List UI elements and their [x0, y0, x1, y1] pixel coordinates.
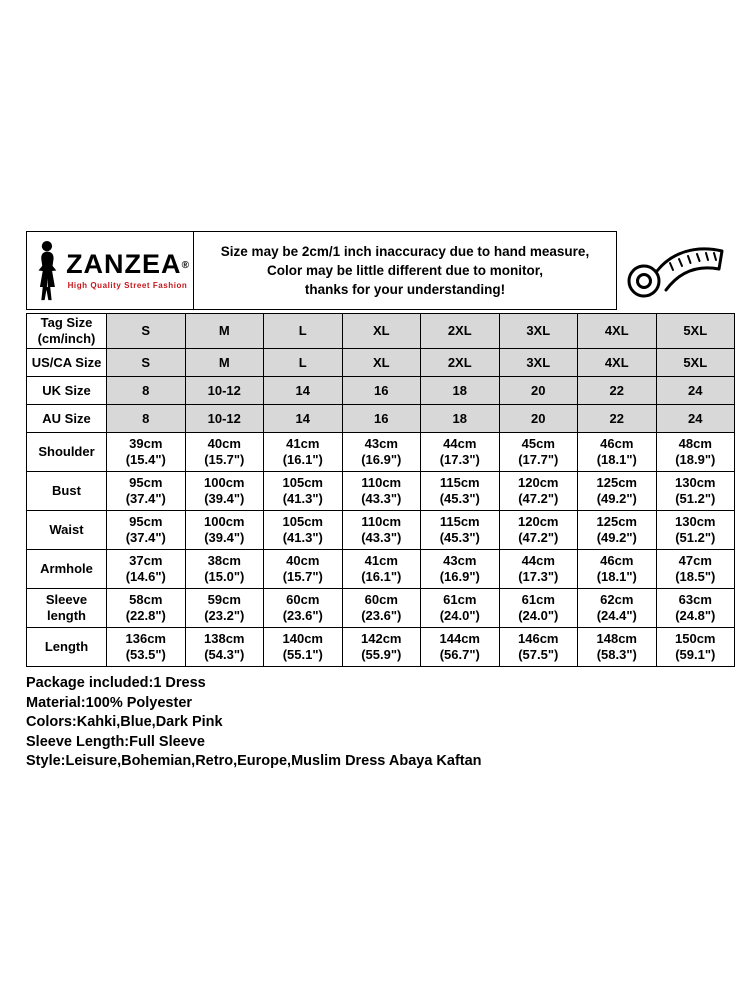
cell-length-col4: 142cm (55.9")	[342, 628, 421, 667]
cell-au-size-col7: 22	[578, 405, 657, 433]
cell-us-ca-size-col3: L	[264, 349, 343, 377]
cell-au-size-col8: 24	[656, 405, 735, 433]
row-label-au-size: AU Size	[27, 405, 107, 433]
cell-armhole-col5: 43cm (16.9")	[421, 550, 500, 589]
cell-tag-size-col6: 3XL	[499, 314, 578, 349]
table-row-us-ca-size	[27, 349, 735, 377]
cell-sleeve-length-col1: 58cm (22.8")	[107, 589, 186, 628]
brand-name: ZANZEA	[66, 249, 182, 279]
cell-bust-col3: 105cm (41.3")	[264, 472, 343, 511]
cell-bust-col2: 100cm (39.4")	[185, 472, 264, 511]
cell-sleeve-length-col7: 62cm (24.4")	[578, 589, 657, 628]
cell-uk-size-col6: 20	[499, 377, 578, 405]
detail-line-5: Style:Leisure,Bohemian,Retro,Europe,Muslim Dress Abaya Kaftan	[26, 753, 482, 769]
product-details	[26, 674, 735, 772]
cell-waist-col4: 110cm (43.3")	[342, 511, 421, 550]
header	[26, 231, 735, 310]
detail-line-1: Package included:1 Dress	[26, 675, 206, 691]
row-label-sleeve-length: Sleeve length	[27, 589, 107, 628]
table-row-waist	[27, 511, 735, 550]
measure-notice	[194, 231, 617, 310]
cell-uk-size-col2: 10-12	[185, 377, 264, 405]
row-label-tag-size: Tag Size (cm/inch)	[27, 314, 107, 349]
cell-shoulder-col4: 43cm (16.9")	[342, 433, 421, 472]
cell-tag-size-col8: 5XL	[656, 314, 735, 349]
cell-length-col7: 148cm (58.3")	[578, 628, 657, 667]
cell-sleeve-length-col2: 59cm (23.2")	[185, 589, 264, 628]
cell-bust-col7: 125cm (49.2")	[578, 472, 657, 511]
cell-au-size-col3: 14	[264, 405, 343, 433]
cell-armhole-col3: 40cm (15.7")	[264, 550, 343, 589]
cell-us-ca-size-col4: XL	[342, 349, 421, 377]
cell-tag-size-col2: M	[185, 314, 264, 349]
cell-length-col1: 136cm (53.5")	[107, 628, 186, 667]
table-row-bust	[27, 472, 735, 511]
detail-line-4: Sleeve Length:Full Sleeve	[26, 733, 205, 750]
cell-us-ca-size-col5: 2XL	[421, 349, 500, 377]
size-chart-content	[26, 231, 735, 772]
measuring-tape-icon	[617, 231, 735, 310]
woman-silhouette-icon	[31, 240, 61, 302]
table-row-shoulder	[27, 433, 735, 472]
detail-line-2: Material:100% Polyester	[26, 694, 193, 711]
brand-text-block	[66, 251, 189, 290]
cell-shoulder-col7: 46cm (18.1")	[578, 433, 657, 472]
cell-us-ca-size-col8: 5XL	[656, 349, 735, 377]
cell-armhole-col7: 46cm (18.1")	[578, 550, 657, 589]
cell-us-ca-size-col2: M	[185, 349, 264, 377]
cell-waist-col2: 100cm (39.4")	[185, 511, 264, 550]
table-row-uk-size	[27, 377, 735, 405]
table-row-length	[27, 628, 735, 667]
table-row-armhole	[27, 550, 735, 589]
cell-length-col5: 144cm (56.7")	[421, 628, 500, 667]
cell-waist-col7: 125cm (49.2")	[578, 511, 657, 550]
cell-tag-size-col5: 2XL	[421, 314, 500, 349]
row-label-uk-size: UK Size	[27, 377, 107, 405]
cell-waist-col1: 95cm (37.4")	[107, 511, 186, 550]
cell-armhole-col8: 47cm (18.5")	[656, 550, 735, 589]
cell-au-size-col1: 8	[107, 405, 186, 433]
cell-armhole-col2: 38cm (15.0")	[185, 550, 264, 589]
size-table	[26, 313, 735, 667]
detail-line-3: Colors:Kahki,Blue,Dark Pink	[26, 714, 223, 730]
cell-shoulder-col8: 48cm (18.9")	[656, 433, 735, 472]
cell-us-ca-size-col6: 3XL	[499, 349, 578, 377]
cell-waist-col3: 105cm (41.3")	[264, 511, 343, 550]
notice-line-1: Size may be 2cm/1 inch inaccuracy due to hand measure,	[220, 244, 590, 259]
cell-uk-size-col7: 22	[578, 377, 657, 405]
cell-waist-col8: 130cm (51.2")	[656, 511, 735, 550]
cell-uk-size-col8: 24	[656, 377, 735, 405]
table-row-tag-size	[27, 314, 735, 349]
cell-armhole-col4: 41cm (16.1")	[342, 550, 421, 589]
cell-shoulder-col3: 41cm (16.1")	[264, 433, 343, 472]
cell-sleeve-length-col3: 60cm (23.6")	[264, 589, 343, 628]
cell-bust-col5: 115cm (45.3")	[421, 472, 500, 511]
cell-shoulder-col6: 45cm (17.7")	[499, 433, 578, 472]
notice-line-3: thanks for your understanding!	[304, 282, 506, 297]
cell-au-size-col2: 10-12	[185, 405, 264, 433]
cell-tag-size-col1: S	[107, 314, 186, 349]
cell-sleeve-length-col4: 60cm (23.6")	[342, 589, 421, 628]
cell-length-col3: 140cm (55.1")	[264, 628, 343, 667]
row-label-bust: Bust	[27, 472, 107, 511]
cell-au-size-col4: 16	[342, 405, 421, 433]
cell-bust-col8: 130cm (51.2")	[656, 472, 735, 511]
row-label-armhole: Armhole	[27, 550, 107, 589]
row-label-length: Length	[27, 628, 107, 667]
cell-shoulder-col5: 44cm (17.3")	[421, 433, 500, 472]
cell-sleeve-length-col6: 61cm (24.0")	[499, 589, 578, 628]
registered-mark: ®	[181, 260, 189, 271]
cell-waist-col5: 115cm (45.3")	[421, 511, 500, 550]
cell-au-size-col6: 20	[499, 405, 578, 433]
cell-bust-col4: 110cm (43.3")	[342, 472, 421, 511]
table-row-au-size	[27, 405, 735, 433]
row-label-shoulder: Shoulder	[27, 433, 107, 472]
size-table-body	[27, 314, 735, 667]
brand-tagline: High Quality Street Fashion	[67, 281, 188, 290]
row-label-us-ca-size: US/CA Size	[27, 349, 107, 377]
cell-bust-col6: 120cm (47.2")	[499, 472, 578, 511]
cell-tag-size-col4: XL	[342, 314, 421, 349]
cell-length-col8: 150cm (59.1")	[656, 628, 735, 667]
row-label-waist: Waist	[27, 511, 107, 550]
notice-line-2: Color may be little different due to monitor,	[266, 263, 544, 278]
cell-sleeve-length-col8: 63cm (24.8")	[656, 589, 735, 628]
cell-shoulder-col1: 39cm (15.4")	[107, 433, 186, 472]
cell-au-size-col5: 18	[421, 405, 500, 433]
brand-logo	[26, 231, 194, 310]
cell-us-ca-size-col1: S	[107, 349, 186, 377]
cell-us-ca-size-col7: 4XL	[578, 349, 657, 377]
cell-shoulder-col2: 40cm (15.7")	[185, 433, 264, 472]
cell-uk-size-col1: 8	[107, 377, 186, 405]
cell-uk-size-col5: 18	[421, 377, 500, 405]
cell-uk-size-col4: 16	[342, 377, 421, 405]
cell-uk-size-col3: 14	[264, 377, 343, 405]
cell-armhole-col1: 37cm (14.6")	[107, 550, 186, 589]
cell-sleeve-length-col5: 61cm (24.0")	[421, 589, 500, 628]
cell-waist-col6: 120cm (47.2")	[499, 511, 578, 550]
cell-length-col2: 138cm (54.3")	[185, 628, 264, 667]
cell-tag-size-col3: L	[264, 314, 343, 349]
cell-tag-size-col7: 4XL	[578, 314, 657, 349]
table-row-sleeve-length	[27, 589, 735, 628]
cell-length-col6: 146cm (57.5")	[499, 628, 578, 667]
cell-armhole-col6: 44cm (17.3")	[499, 550, 578, 589]
cell-bust-col1: 95cm (37.4")	[107, 472, 186, 511]
